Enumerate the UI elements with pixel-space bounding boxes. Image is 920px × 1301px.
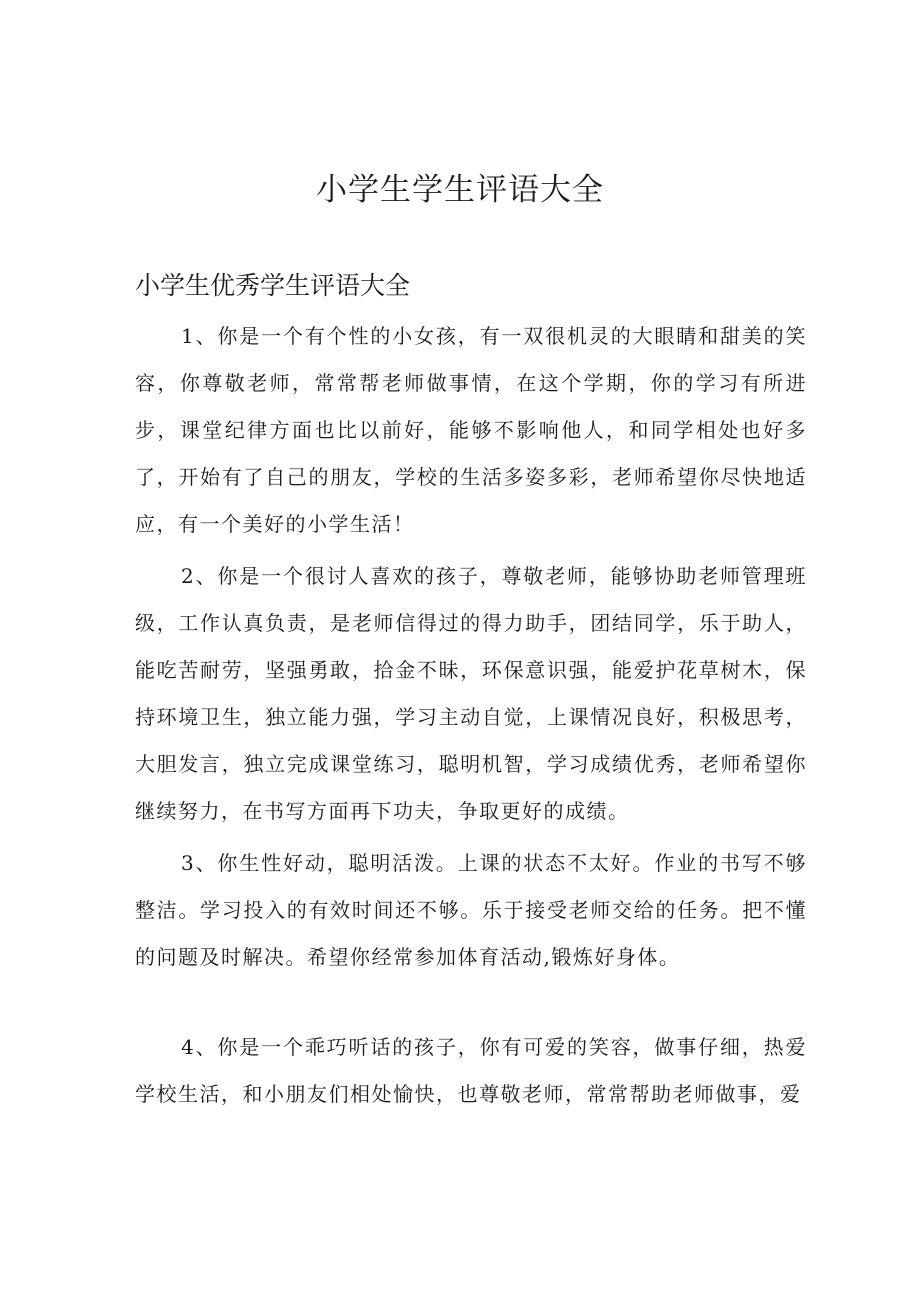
document-title: 小学生学生评语大全: [316, 172, 604, 208]
comment-paragraph-2: 2、你是一个很讨人喜欢的孩子，尊敬老师，能够协助老师管理班级，工作认真负责，是老师信得过的得力助手，团结同学，乐于助人，能吃苦耐劳，坚强勇敢，拾金不昧，环保意识强，能爱护花草树木，保持环境卫生，独立能力强，学习主动自觉，上课情况良好，积极思考，大胆发言，独立完成课堂练习，聪明机智，学习成绩优秀，老师希望你继续努力，在书写方面再下功夫，争取更好的成绩。: [135, 564, 807, 823]
comment-paragraph-4: 4、你是一个乖巧听话的孩子，你有可爱的笑容，做事仔细，热爱学校生活，和小朋友们相处愉快，也尊敬老师，常常帮助老师做事，爱: [135, 1035, 807, 1106]
comment-paragraph-3: 3、你生性好动，聪明活泼。上课的状态不太好。作业的书写不够整洁。学习投入的有效时间还不够。乐于接受老师交给的任务。把不懂的问题及时解决。希望你经常参加体育活动,锻炼好身体。: [135, 851, 807, 969]
comment-paragraph-1: 1、你是一个有个性的小女孩，有一双很机灵的大眼睛和甜美的笑容，你尊敬老师，常常帮老师做事情，在这个学期，你的学习有所进步，课堂纪律方面也比以前好，能够不影响他人，和同学相处也好多了，开始有了自己的朋友，学校的生活多姿多彩，老师希望你尽快地适应，有一个美好的小学生活！: [135, 324, 807, 536]
section-heading: 小学生优秀学生评语大全: [135, 271, 411, 300]
